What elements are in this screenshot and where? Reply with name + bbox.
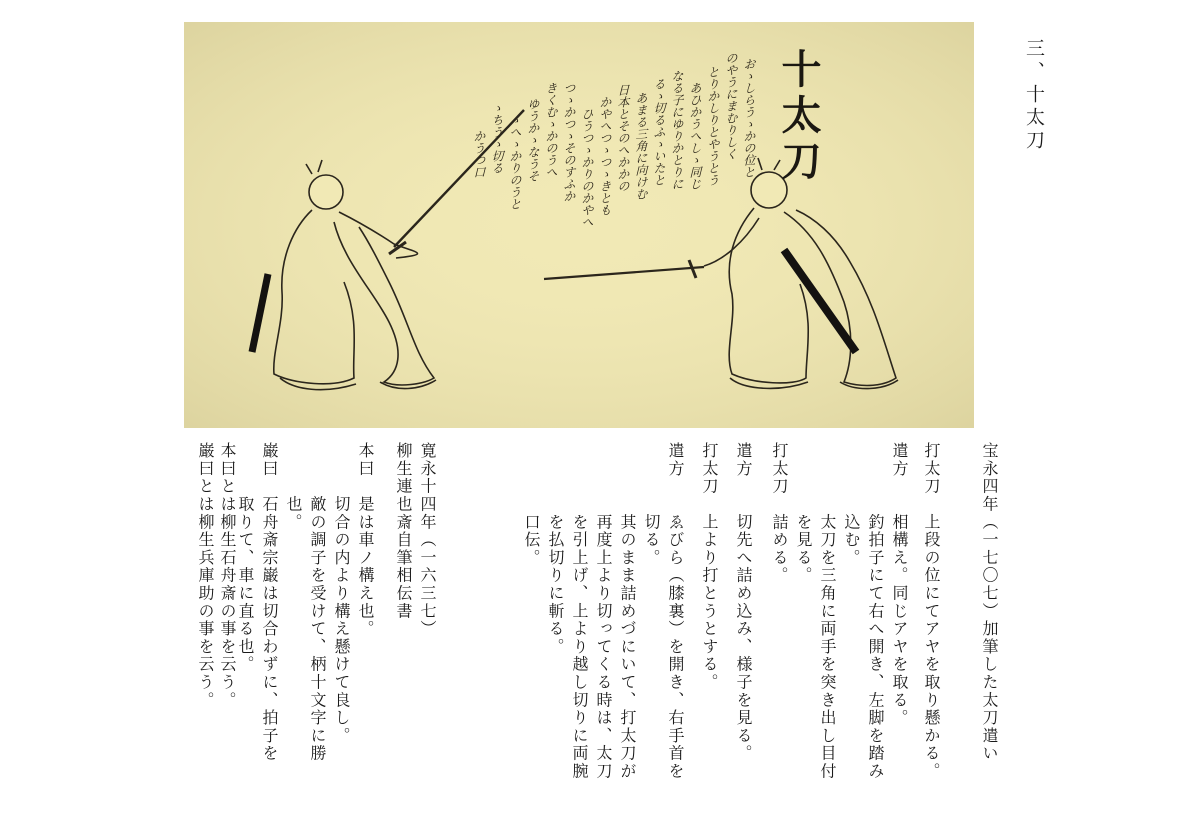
text-column: 打太刀 上段の位にてアヤを取り懸かる。 [922,442,941,781]
text-column: 本曰とは柳生石舟斎の事を云う。 [218,442,237,709]
scroll-illustration: 十太刀 おゝしらうゝかの位と のやうにまむりしく とりかしりとやうとう あひかうへしゝ同じ なる子にゆりかとりに るゝ切るふゝいたと あまる三角に向けむ 日本とそのへかかの かやへつゝつゝきとも ひうつゝかりのかやへ つゝかつゝそのすふか きくむゝかのうへ ゆうかゝなうそ ゝへゝかりのうと ゝちうゝ切る かうつ口 [184,22,974,428]
text-column: 巌曰 石舟斎宗巌は切合わずに、拍子を [260,442,279,763]
text-column: 遣方 相構え。同じアヤを取る。 [890,442,909,727]
text-column: 也。 [284,442,303,531]
text-column: を引上げ、上より越し切りに両腕 [570,442,589,781]
text-column: 本曰 是は車ノ構え也。 [356,442,375,638]
text-column: 再度上より切ってくる時は、太刀 [594,442,613,781]
text-column: 宝永四年（一七〇七）加筆した太刀遣い [980,442,999,763]
text-column: 釣拍子にて右へ開き、左脚を踏み [866,442,885,781]
text-column: 遣方 切先へ詰め込み、様子を見る。 [734,442,753,763]
text-column: 込む。 [842,442,861,567]
text-column: 切る。 [642,442,661,567]
text-column: 寛永十四年（一六三七） [418,442,437,638]
text-column: 取りて、車に直る也。 [236,442,255,674]
text-column: 太刀を三角に両手を突き出し目付 [818,442,837,781]
text-column: 柳生連也斎自筆相伝書 [394,442,413,620]
scroll-title: 十太刀 [775,48,822,186]
section-heading: 三、十太刀 [1023,38,1045,153]
text-column: 遣方 ゑびら（膝裏）を開き、右手首を [666,442,685,781]
text-column: 巌曰とは柳生兵庫助の事を云う。 [196,442,215,709]
text-column: 口伝。 [522,442,541,567]
text-column: 切合の内より構え懸けて良し。 [332,442,351,745]
text-column: 其のまま詰めづにいて、打太刀が [618,442,637,781]
text-column: 打太刀 上より打とうとする。 [700,442,719,692]
text-column: を見る。 [794,442,813,585]
text-column: を払切りに斬る。 [546,442,565,656]
text-column: 敵の調子を受けて、柄十文字に勝 [308,442,327,763]
text-column: 打太刀 詰める。 [770,442,789,585]
